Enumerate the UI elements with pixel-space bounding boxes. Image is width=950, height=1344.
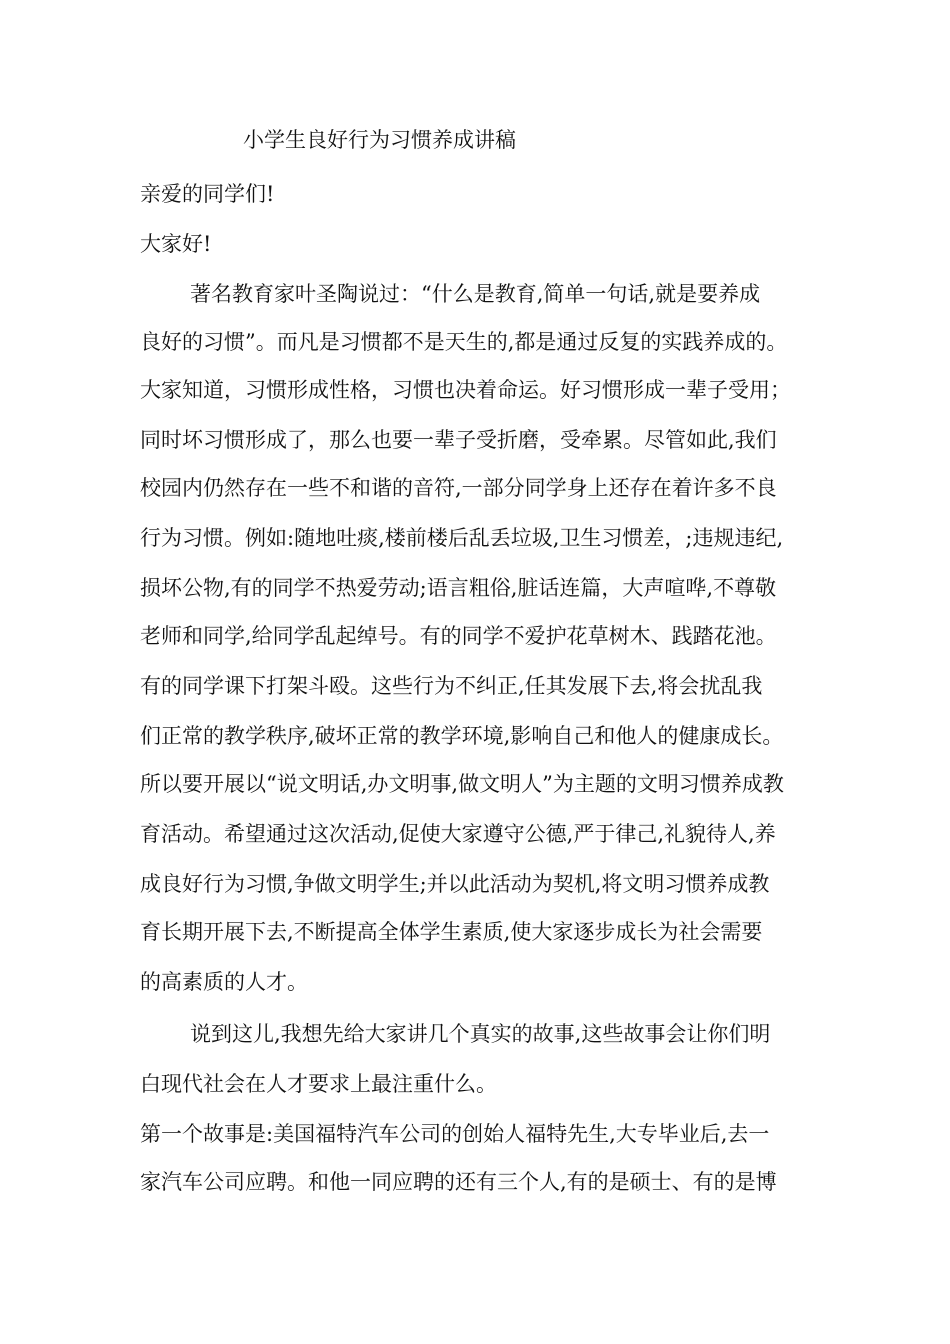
paragraph1-line-8: 老师和同学,给同学乱起绰号。有的同学不爱护花草树木、践踏花池。 (140, 624, 777, 648)
paragraph3-line-2: 家汽车公司应聘。和他一同应聘的还有三个人,有的是硕士、有的是博 (140, 1170, 777, 1194)
paragraph1-line-15: 的高素质的人才。 (140, 970, 308, 994)
paragraph1-line-7: 损坏公物,有的同学不热爱劳动;语言粗俗,脏话连篇，大声喧哗,不尊敬 (140, 576, 777, 600)
document-title: 小学生良好行为习惯养成讲稿 (243, 128, 516, 152)
paragraph2-line-2: 白现代社会在人才要求上最注重什么。 (140, 1072, 497, 1096)
paragraph1-line-9: 有的同学课下打架斗殴。这些行为不纠正,任其发展下去,将会扰乱我 (140, 674, 763, 698)
paragraph1-line-11: 所以要开展以“说文明话,办文明事,做文明人”为主题的文明习惯养成教 (140, 772, 784, 796)
paragraph1-line-4: 同时坏习惯形成了，那么也要一辈子受折磨，受牵累。尽管如此,我们 (140, 428, 777, 452)
paragraph1-line-1: 著名教育家叶圣陶说过：“什么是教育,简单一句话,就是要养成 (190, 282, 761, 306)
paragraph1-line-2: 良好的习惯”。而凡是习惯都不是天生的,都是通过反复的实践养成的。 (140, 330, 788, 354)
paragraph1-line-5: 校园内仍然存在一些不和谐的音符,一部分同学身上还存在着许多不良 (140, 476, 777, 500)
paragraph1-line-13: 成良好行为习惯,争做文明学生;并以此活动为契机,将文明习惯养成教 (140, 872, 770, 896)
paragraph1-line-6: 行为习惯。例如:随地吐痰,楼前楼后乱丢垃圾,卫生习惯差，;违规违纪, (140, 526, 784, 550)
paragraph1-line-10: 们正常的教学秩序,破坏正常的教学环境,影响自己和他人的健康成长。 (140, 724, 784, 748)
hello-line: 大家好! (140, 232, 212, 256)
paragraph1-line-3: 大家知道，习惯形成性格，习惯也决着命运。好习惯形成一辈子受用； (140, 378, 791, 402)
paragraph2-line-1: 说到这儿,我想先给大家讲几个真实的故事,这些故事会让你们明 (190, 1022, 771, 1046)
paragraph1-line-14: 育长期开展下去,不断提高全体学生素质,使大家逐步成长为社会需要 (140, 920, 763, 944)
paragraph3-line-1: 第一个故事是:美国福特汽车公司的创始人福特先生,大专毕业后,去一 (140, 1122, 770, 1146)
greeting-line: 亲爱的同学们! (140, 182, 275, 206)
paragraph1-line-12: 育活动。希望通过这次活动,促使大家遵守公德,严于律己,礼貌待人,养 (140, 822, 776, 846)
